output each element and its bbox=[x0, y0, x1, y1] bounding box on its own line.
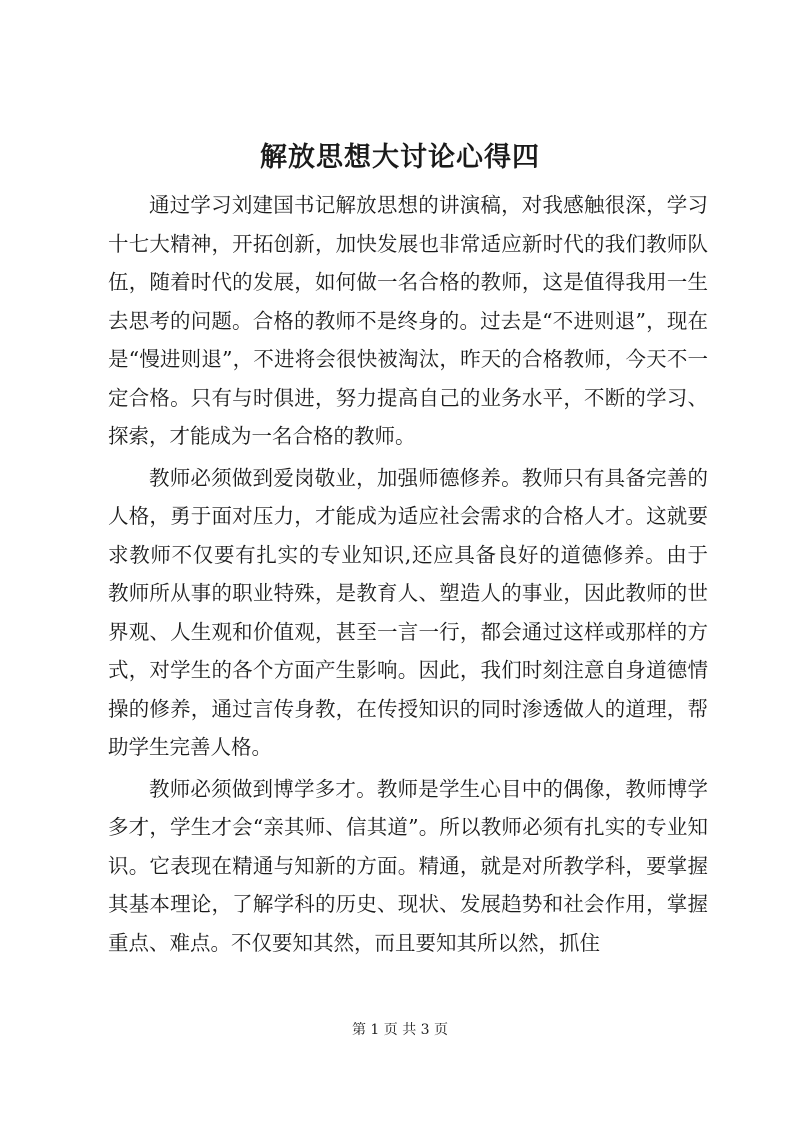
document-title: 解放思想大讨论心得四 bbox=[260, 142, 540, 173]
paragraph-3: 教师必须做到博学多才。教师是学生心目中的偶像，教师博学多才，学生才会“亲其师、信其道”。所以教师必须有扎实的专业知识。它表现在精通与知新的方面。精通，就是对所教学科，要掌握其基本理论，了解学科的历史、现状、发展趋势和社会作用，掌握重点、难点。不仅要知其然，而且要知其所以然，抓住 bbox=[108, 776, 708, 955]
paragraph-1: 通过学习刘建国书记解放思想的讲演稿，对我感触很深，学习十七大精神，开拓创新，加快发展也非常适应新时代的我们教师队伍，随着时代的发展，如何做一名合格的教师，这是值得我用一生去思考的问题。合格的教师不是终身的。过去是“不进则退”，现在是“慢进则退”，不进将会很快被淘汰，昨天的合格教师，今天不一定合格。只有与时俱进，努力提高自己的业务水平，不断的学习、探索，才能成为一名合格的教师。 bbox=[108, 193, 708, 448]
paragraph-2: 教师必须做到爱岗敬业，加强师德修养。教师只有具备完善的人格，勇于面对压力，才能成为适应社会需求的合格人才。这就要求教师不仅要有扎实的专业知识,还应具备良好的道德修养。由于教师所从事的职业特殊，是教育人、塑造人的事业，因此教师的世界观、人生观和价值观，甚至一言一行，都会通过这样或那样的方式，对学生的各个方面产生影响。因此，我们时刻注意自身道德情操的修养，通过言传身教，在传授知识的同时渗透做人的道理，帮助学生完善人格。 bbox=[108, 465, 708, 759]
document-body bbox=[108, 186, 708, 965]
page-footer: 第 1 页 共 3 页 bbox=[351, 1022, 449, 1038]
